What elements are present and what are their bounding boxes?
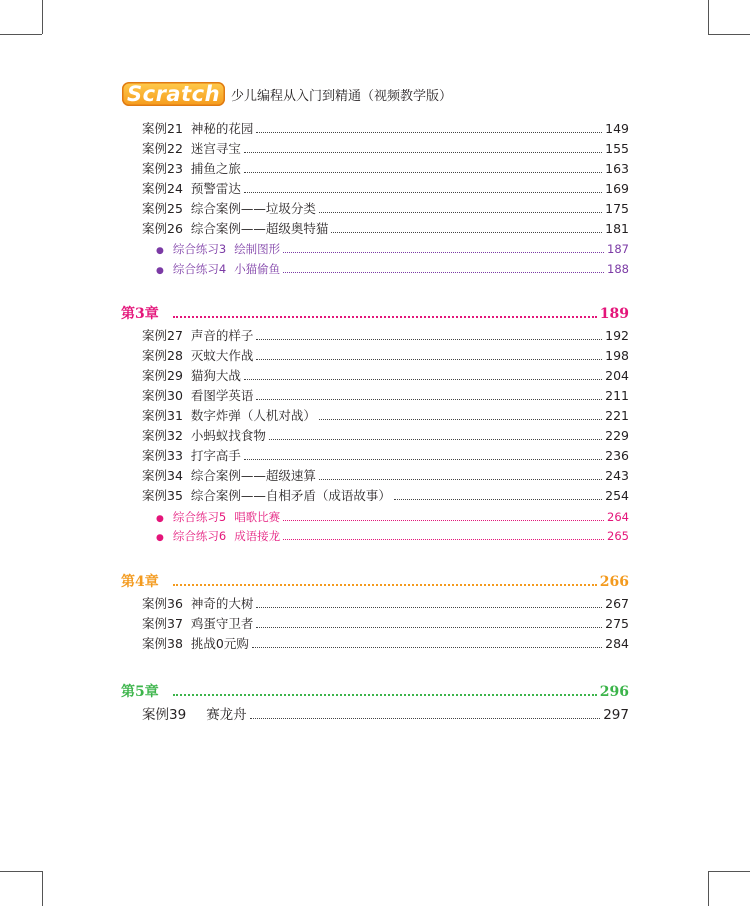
page-number: 181 bbox=[605, 221, 629, 236]
toc-entry[interactable] bbox=[142, 366, 629, 386]
dot-leader bbox=[173, 584, 597, 586]
dot-leader bbox=[256, 399, 602, 400]
running-header bbox=[122, 82, 452, 106]
page-number: 198 bbox=[605, 348, 629, 363]
case-title: 迷宫寻宝 bbox=[190, 141, 241, 156]
case-title: 神奇的大树 bbox=[190, 596, 254, 611]
crop-mark bbox=[0, 34, 42, 35]
case-number: 案例26 bbox=[142, 221, 183, 236]
case-title: 声音的样子 bbox=[190, 328, 254, 343]
dot-leader bbox=[394, 499, 602, 500]
crop-mark bbox=[42, 0, 43, 34]
bullet-icon: ● bbox=[156, 514, 164, 524]
dot-leader bbox=[319, 419, 602, 420]
scratch-logo: Scratch bbox=[122, 82, 225, 106]
page-number: 264 bbox=[607, 510, 629, 524]
chapter-label: 第5章 bbox=[121, 684, 159, 700]
toc-entry[interactable] bbox=[142, 219, 629, 239]
case-title: 综合案例——超级速算 bbox=[190, 468, 316, 483]
dot-leader bbox=[269, 439, 602, 440]
toc-entry[interactable] bbox=[142, 179, 629, 199]
case-number: 案例22 bbox=[142, 141, 183, 156]
page-number: 236 bbox=[605, 448, 629, 463]
chapter-page: 189 bbox=[599, 306, 629, 322]
dot-leader bbox=[283, 520, 604, 521]
page-number: 192 bbox=[605, 328, 629, 343]
toc-entry[interactable] bbox=[142, 119, 629, 139]
exercise-title: 绘制图形 bbox=[234, 242, 281, 256]
case-title: 打字高手 bbox=[190, 448, 241, 463]
dot-leader bbox=[256, 132, 602, 133]
case-number: 案例21 bbox=[142, 121, 183, 136]
toc-entry[interactable] bbox=[142, 446, 629, 466]
case-number: 案例39 bbox=[142, 707, 187, 723]
toc-entry[interactable] bbox=[142, 614, 629, 634]
case-number: 案例28 bbox=[142, 348, 183, 363]
dot-leader bbox=[244, 172, 602, 173]
crop-mark bbox=[0, 871, 42, 872]
page-number: 149 bbox=[605, 121, 629, 136]
bullet-icon: ● bbox=[156, 533, 164, 543]
page-number: 297 bbox=[603, 707, 629, 723]
case-number: 案例38 bbox=[142, 636, 183, 651]
chapter-heading[interactable] bbox=[121, 572, 629, 592]
page-number: 211 bbox=[605, 388, 629, 403]
case-number: 案例32 bbox=[142, 428, 183, 443]
crop-mark bbox=[42, 871, 43, 906]
bullet-icon: ● bbox=[156, 266, 164, 276]
dot-leader bbox=[250, 718, 601, 719]
case-number: 案例25 bbox=[142, 201, 183, 216]
case-number: 案例24 bbox=[142, 181, 183, 196]
dot-leader bbox=[331, 232, 602, 233]
case-number: 案例30 bbox=[142, 388, 183, 403]
chapter-label: 第3章 bbox=[121, 306, 159, 322]
chapter-page: 266 bbox=[599, 574, 629, 590]
page-number: 284 bbox=[605, 636, 629, 651]
page-number: 187 bbox=[607, 242, 629, 256]
dot-leader bbox=[256, 627, 602, 628]
exercise-entry[interactable] bbox=[156, 507, 629, 527]
case-title: 捕鱼之旅 bbox=[190, 161, 241, 176]
chapter-label: 第4章 bbox=[121, 574, 159, 590]
case-title: 猫狗大战 bbox=[190, 368, 241, 383]
exercise-number: 综合练习6 bbox=[172, 529, 227, 543]
chapter-heading[interactable] bbox=[121, 304, 629, 324]
exercise-number: 综合练习5 bbox=[172, 510, 227, 524]
toc-entry[interactable] bbox=[142, 634, 629, 654]
case-title: 数字炸弹（人机对战） bbox=[190, 408, 316, 423]
page-number: 275 bbox=[605, 616, 629, 631]
case-title: 挑战0元购 bbox=[190, 636, 249, 651]
dot-leader bbox=[319, 479, 602, 480]
page-number: 243 bbox=[605, 468, 629, 483]
toc-entry[interactable] bbox=[142, 466, 629, 486]
page-number: 188 bbox=[607, 262, 629, 276]
dot-leader bbox=[283, 272, 604, 273]
case-title: 神秘的花园 bbox=[190, 121, 254, 136]
case-title: 综合案例——垃圾分类 bbox=[190, 201, 316, 216]
case-number: 案例35 bbox=[142, 488, 183, 503]
chapter-page: 296 bbox=[599, 684, 629, 700]
exercise-number: 综合练习3 bbox=[172, 242, 227, 256]
case-title: 赛龙舟 bbox=[206, 707, 247, 723]
toc-entry[interactable] bbox=[142, 705, 629, 725]
bullet-icon: ● bbox=[156, 246, 164, 256]
toc-entry[interactable] bbox=[142, 139, 629, 159]
toc-entry[interactable] bbox=[142, 346, 629, 366]
dot-leader bbox=[283, 252, 604, 253]
page-number: 204 bbox=[605, 368, 629, 383]
dot-leader bbox=[256, 359, 602, 360]
case-number: 案例27 bbox=[142, 328, 183, 343]
toc-entry[interactable] bbox=[142, 386, 629, 406]
exercise-number: 综合练习4 bbox=[172, 262, 227, 276]
case-number: 案例36 bbox=[142, 596, 183, 611]
page-number: 169 bbox=[605, 181, 629, 196]
page-number: 221 bbox=[605, 408, 629, 423]
toc-entry[interactable] bbox=[142, 326, 629, 346]
dot-leader bbox=[244, 459, 602, 460]
page-number: 175 bbox=[605, 201, 629, 216]
case-title: 看图学英语 bbox=[190, 388, 254, 403]
crop-mark bbox=[708, 0, 709, 34]
exercise-entry[interactable] bbox=[156, 526, 629, 546]
toc-entry[interactable] bbox=[142, 406, 629, 426]
case-number: 案例37 bbox=[142, 616, 183, 631]
page-number: 265 bbox=[607, 529, 629, 543]
chapter-heading[interactable] bbox=[121, 682, 629, 702]
exercise-entry[interactable] bbox=[156, 259, 629, 279]
case-title: 预警雷达 bbox=[190, 181, 241, 196]
page-number: 155 bbox=[605, 141, 629, 156]
page-number: 267 bbox=[605, 596, 629, 611]
case-number: 案例23 bbox=[142, 161, 183, 176]
case-title: 鸡蛋守卫者 bbox=[190, 616, 254, 631]
dot-leader bbox=[256, 607, 602, 608]
case-title: 小蚂蚁找食物 bbox=[190, 428, 266, 443]
page-number: 254 bbox=[605, 488, 629, 503]
case-title: 综合案例——自相矛盾（成语故事） bbox=[190, 488, 391, 503]
exercise-title: 成语接龙 bbox=[234, 529, 281, 543]
exercise-title: 唱歌比赛 bbox=[234, 510, 281, 524]
case-number: 案例34 bbox=[142, 468, 183, 483]
dot-leader bbox=[283, 539, 604, 540]
case-title: 综合案例——超级奥特猫 bbox=[190, 221, 329, 236]
case-number: 案例33 bbox=[142, 448, 183, 463]
case-number: 案例29 bbox=[142, 368, 183, 383]
page-number: 163 bbox=[605, 161, 629, 176]
toc-entry[interactable] bbox=[142, 159, 629, 179]
dot-leader bbox=[244, 379, 602, 380]
case-title: 灭蚊大作战 bbox=[190, 348, 254, 363]
page-number: 229 bbox=[605, 428, 629, 443]
dot-leader bbox=[319, 212, 602, 213]
crop-mark bbox=[708, 34, 750, 35]
toc-entry[interactable] bbox=[142, 426, 629, 446]
case-number: 案例31 bbox=[142, 408, 183, 423]
dot-leader bbox=[252, 647, 602, 648]
dot-leader bbox=[173, 316, 597, 318]
book-title: 少儿编程从入门到精通（视频教学版） bbox=[231, 88, 453, 104]
dot-leader bbox=[244, 192, 602, 193]
toc-entry[interactable] bbox=[142, 486, 629, 506]
crop-mark bbox=[708, 871, 709, 906]
exercise-title: 小猫偷鱼 bbox=[234, 262, 281, 276]
toc-entry[interactable] bbox=[142, 594, 629, 614]
crop-mark bbox=[708, 871, 750, 872]
dot-leader bbox=[173, 694, 597, 696]
toc-entry[interactable] bbox=[142, 199, 629, 219]
dot-leader bbox=[256, 339, 602, 340]
dot-leader bbox=[244, 152, 602, 153]
exercise-entry[interactable] bbox=[156, 239, 629, 259]
